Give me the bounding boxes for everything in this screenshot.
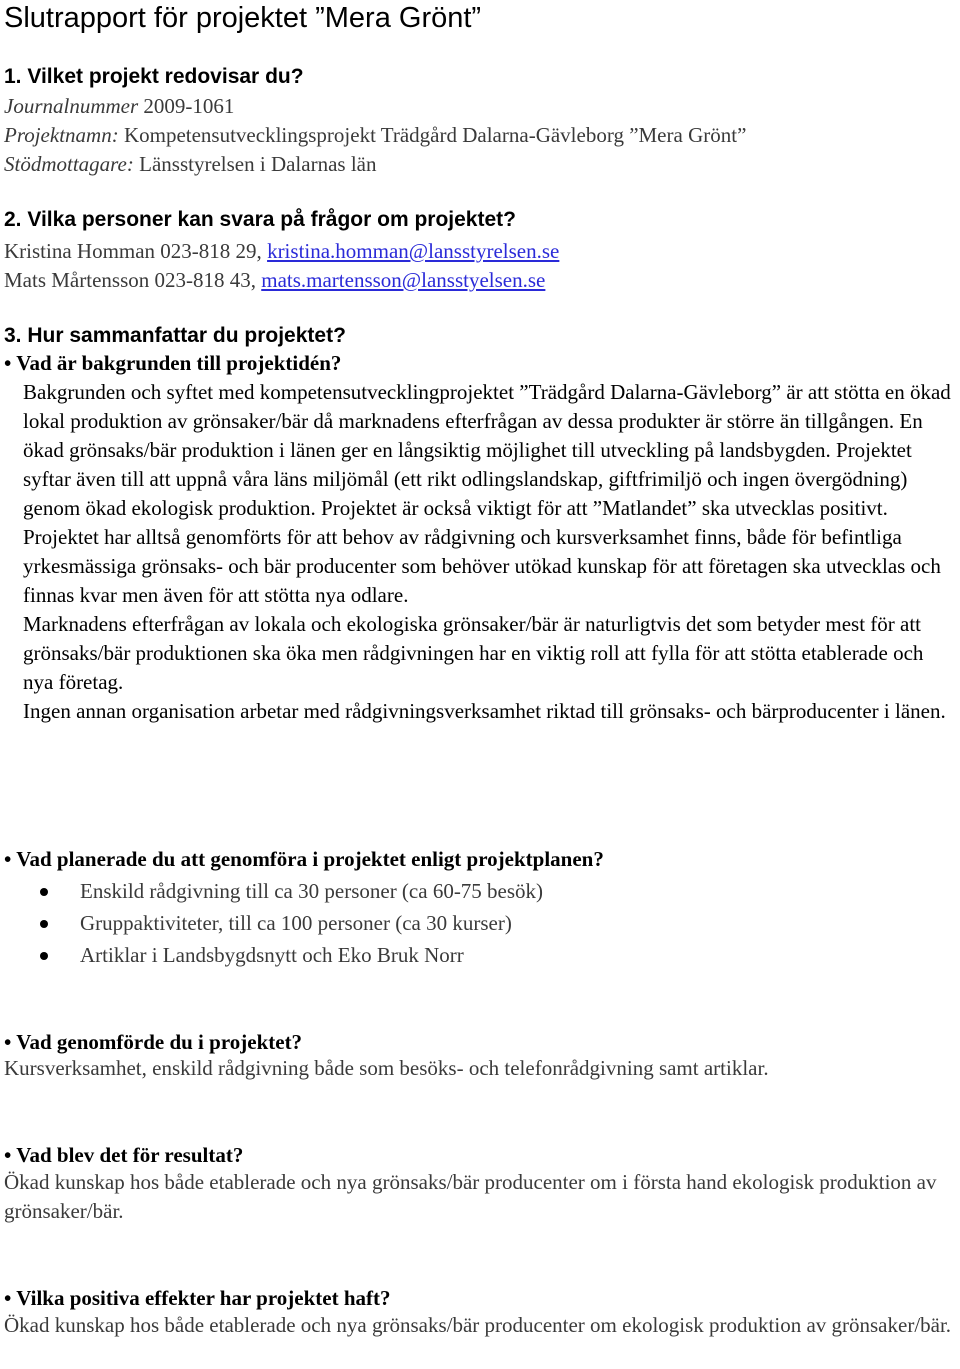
recipient-line (4, 150, 376, 178)
bullet-icon (40, 888, 48, 896)
contact-name-phone: Mats Mårtensson 023-818 43, (4, 268, 262, 292)
contact-email-link[interactable]: kristina.homman@lansstyrelsen.se (267, 239, 560, 263)
list-item-text: Artiklar i Landsbygdsnytt och Eko Bruk Norr (80, 943, 464, 967)
effects-text: Ökad kunskap hos både etablerade och nya grönsaks/bär producenter om ekologisk produktion av grönsaker/bär. (4, 1313, 952, 1337)
question-background: • Vad är bakgrunden till projektidén? (4, 351, 342, 375)
background-text (23, 378, 955, 726)
question-planned: • Vad planerade du att genomföra i projektet enligt projektplanen? (4, 847, 604, 871)
bullet-icon (40, 920, 48, 928)
background-paragraph: Bakgrunden och syftet med kompetensutvecklingprojektet ”Trädgård Dalarna-Gävleborg” är att stötta en ökad lokal produktion av grönsaker/bär då marknadens efterfrågan av dessa produkter är större än tillgången. En ökad grönsaks/bär produktion i länen ger en långsiktig möjlighet till utveckling på landsbygden. Projektet syftar även till att uppnå våra läns miljömål (ett rikt odlingslandskap, giftfrimiljö och ingen övergödning) genom ökad ekologisk produktion. Projektet är också viktigt för att ”Matlandet” ska utvecklas positivt. (23, 380, 951, 520)
contact-name-phone: Kristina Homman 023-818 29, (4, 239, 268, 263)
background-paragraph: Projektet har alltså genomförts för att behov av rådgivning och kursverksamhet finns, både för befintliga yrkesmässiga grönsaks- och bär producenter som behöver utökad kunskap för att företagen ska utvecklas och finnas kvar men även för att stötta nya odlare. (23, 525, 941, 607)
journal-value: 2009-1061 (138, 94, 235, 118)
section-1-heading: 1. Vilket projekt redovisar du? (4, 65, 304, 88)
project-label: Projektnamn: (4, 123, 119, 147)
recipient-label: Stödmottagare: (4, 152, 134, 176)
journal-label: Journalnummer (4, 94, 139, 118)
contact-email-link[interactable]: mats.martensson@lansstyelsen.se (261, 268, 546, 292)
section-2-heading: 2. Vilka personer kan svara på frågor om projektet? (4, 208, 516, 231)
background-paragraph: Marknadens efterfrågan av lokala och ekologiska grönsaker/bär är naturligtvis det som betyder mest för att grönsaks/bär produktionen ska öka men rådgivningen har en viktig roll att fylla för att stötta etablerade och nya företag. (23, 612, 924, 694)
question-effects: • Vilka positiva effekter har projektet haft? (4, 1286, 391, 1310)
bullet-icon (40, 952, 48, 960)
contact-row (4, 237, 559, 265)
project-name-line (4, 121, 746, 149)
journal-number-line (4, 92, 234, 120)
background-paragraph: Ingen annan organisation arbetar med rådgivningsverksamhet riktad till grönsaks- och bärproducenter i länen. (23, 699, 946, 723)
page-title: Slutrapport för projektet ”Mera Grönt” (4, 2, 482, 34)
recipient-value: Länsstyrelsen i Dalarnas län (133, 152, 377, 176)
question-done: • Vad genomförde du i projektet? (4, 1030, 303, 1054)
result-text: Ökad kunskap hos både etablerade och nya grönsaks/bär producenter om i första hand ekologisk produktion av grönsaker/bär. (4, 1170, 937, 1223)
done-text: Kursverksamhet, enskild rådgivning både som besöks- och telefonrådgivning samt artiklar. (4, 1056, 769, 1080)
list-item-text: Enskild rådgivning till ca 30 personer (ca 60-75 besök) (80, 879, 544, 903)
contact-row (4, 266, 545, 294)
section-3-heading: 3. Hur sammanfattar du projektet? (4, 324, 346, 347)
question-result: • Vad blev det för resultat? (4, 1143, 244, 1167)
list-item-text: Gruppaktiviteter, till ca 100 personer (ca 30 kurser) (80, 911, 512, 935)
project-value: Kompetensutvecklingsprojekt Trädgård Dalarna-Gävleborg ”Mera Grönt” (118, 123, 747, 147)
